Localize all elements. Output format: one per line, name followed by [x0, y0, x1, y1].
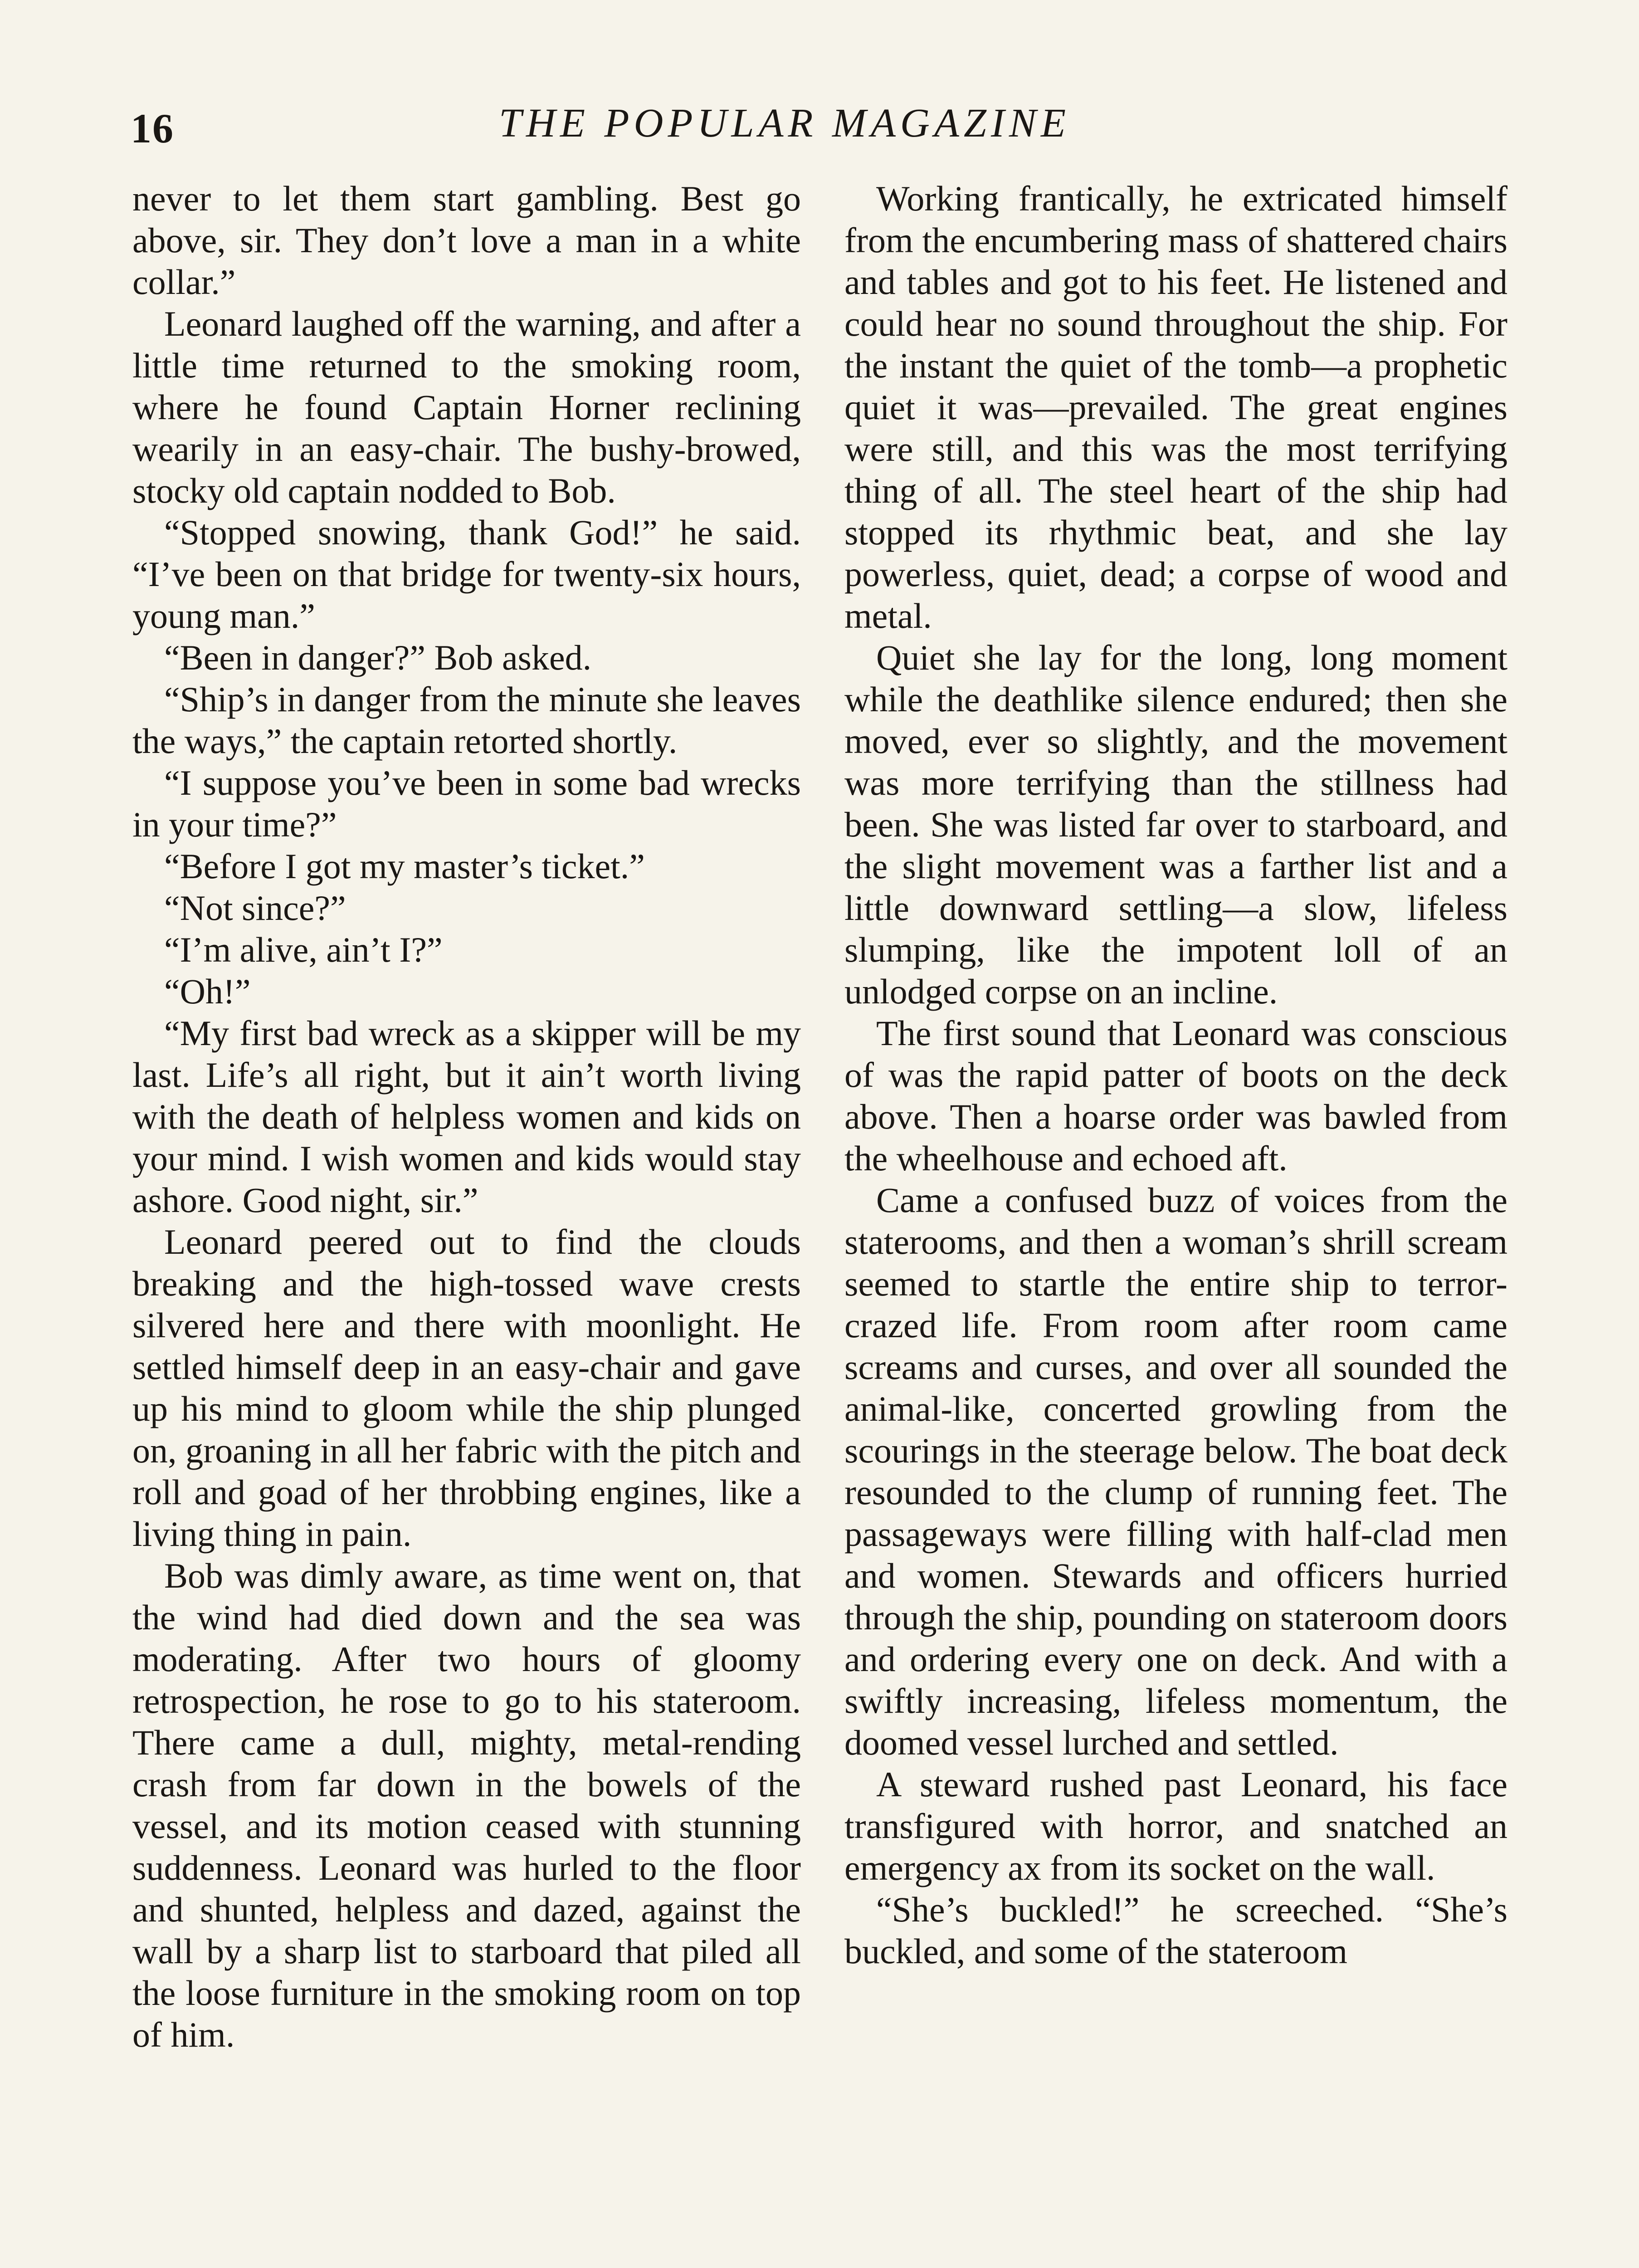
page-number: 16 [131, 105, 174, 152]
paragraph: A steward rushed past Leonard, his face transfigured with horror, and snatched an emergency ax from its socket on the wall. [844, 1765, 1507, 1887]
paragraph: “Stopped snowing, thank God!” he said. “I’ve been on that bridge for twenty-six hours, young man.” [132, 513, 801, 635]
left-column [132, 178, 801, 2056]
paragraph: never to let them start gambling. Best go above, sir. They don’t love a man in a white collar.” [132, 179, 801, 302]
paragraph: The first sound that Leonard was conscious of was the rapid patter of boots on the deck above. Then a hoarse order was bawled from the wheelhouse and echoed aft. [844, 1013, 1507, 1178]
paragraph: “My first bad wreck as a skipper will be my last. Life’s all right, but it ain’t worth living with the death of helpless women and kids on your mind. I wish women and kids would stay ashore. Good night, sir.” [132, 1013, 801, 1220]
magazine-title: THE POPULAR MAGAZINE [499, 101, 1070, 146]
running-head [0, 91, 1639, 172]
right-column [844, 178, 1507, 1972]
paragraph: “Before I got my master’s ticket.” [164, 846, 645, 886]
paragraph: Bob was dimly aware, as time went on, that the wind had died down and the sea was moderating. After two hours of gloomy retrospection, he rose to go to his stateroom. There came a dull, mighty, metal-rending crash from far down in the bowels of the vessel, and its motion ceased with stunning suddenness. Leonard was hurled to the floor and shunted, helpless and dazed, against the wall by a sharp list to starboard that piled all the loose furniture in the smoking room on top of him. [132, 1556, 801, 2054]
paragraph: Came a confused buzz of voices from the staterooms, and then a woman’s shrill scream seemed to startle the entire ship to terror-crazed life. From room after room came screams and curses, and over all sounded the animal-like, concerted growling from the scourings in the steerage below. The boat deck resounded to the clump of running feet. The passageways were filling with half-clad men and women. Stewards and officers hurried through the ship, pounding on stateroom doors and ordering every one on deck. And with a swiftly increasing, lifeless momentum, the doomed vessel lurched and settled. [844, 1180, 1507, 1762]
paragraph: “Ship’s in danger from the minute she leaves the ways,” the captain retorted shortly. [132, 679, 801, 761]
paragraph: “She’s buckled!” he screeched. “She’s buckled, and some of the stateroom [844, 1890, 1507, 1971]
paragraph: “I suppose you’ve been in some bad wrecks in your time?” [132, 763, 801, 844]
paragraph: “Not since?” [164, 888, 346, 928]
paragraph: Working frantically, he extricated himself from the encumbering mass of shattered chairs and tables and got to his feet. He listened and could hear no sound throughout the ship. For the instant the quiet of the tomb—a prophetic quiet it was—prevailed. The great engines were still, and this was the most terrifying thing of all. The steel heart of the ship had stopped its rhythmic beat, and she lay powerless, quiet, dead; a corpse of wood and metal. [844, 179, 1507, 635]
paragraph: Leonard peered out to find the clouds breaking and the high-tossed wave crests silvered here and there with moonlight. He settled himself deep in an easy-chair and gave up his mind to gloom while the ship plunged on, groaning in all her fabric with the pitch and roll and goad of her throbbing engines, like a living thing in pain. [132, 1222, 801, 1554]
paragraph: Quiet she lay for the long, long moment while the deathlike silence endured; then she moved, ever so slightly, and the movement was more terrifying than the stillness had been. She was listed far over to starboard, and the slight movement was a farther list and a little downward settling—a slow, lifeless slumping, like the impotent loll of an unlodged corpse on an incline. [844, 638, 1507, 1011]
paragraph: “I’m alive, ain’t I?” [164, 930, 443, 969]
paragraph: Leonard laughed off the warning, and after a little time returned to the smoking room, where he found Captain Horner reclining wearily in an easy-chair. The bushy-browed, stocky old captain nodded to Bob. [132, 304, 801, 510]
paragraph: “Been in danger?” Bob asked. [164, 638, 592, 677]
paragraph: “Oh!” [164, 972, 251, 1011]
